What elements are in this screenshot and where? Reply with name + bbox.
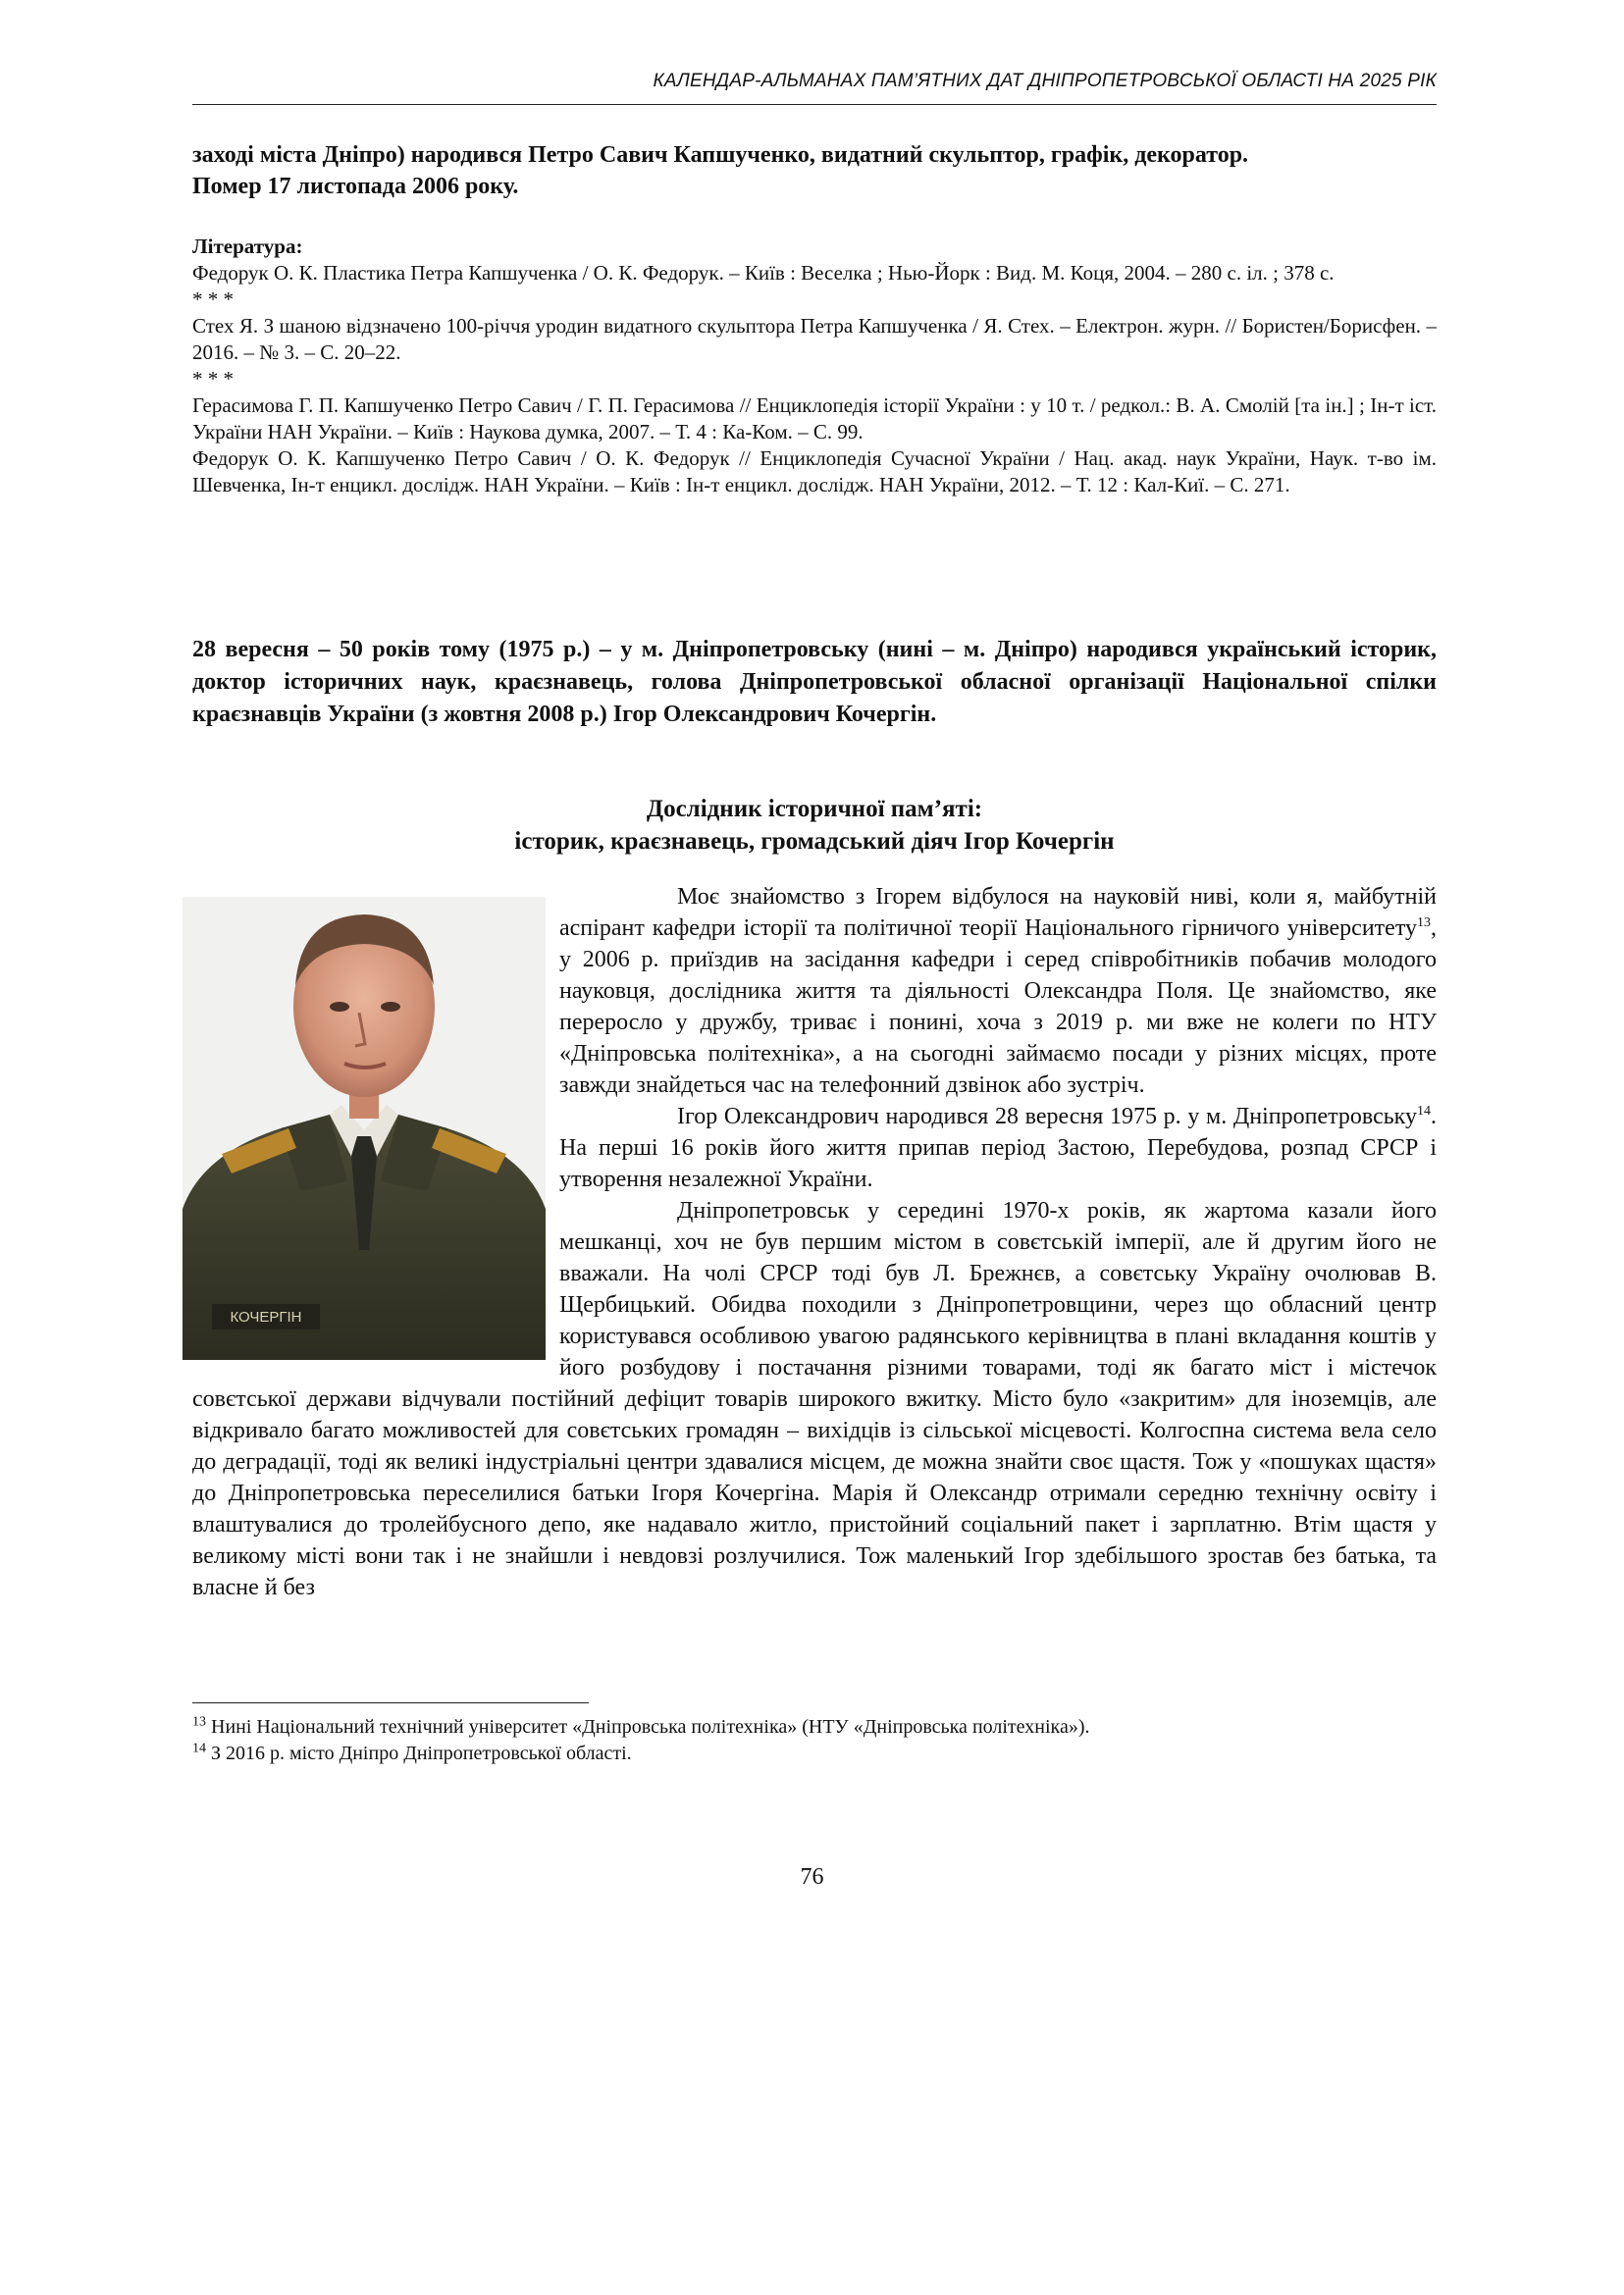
portrait-photo	[183, 897, 546, 1360]
article-title-line-1: Дослідник історичної пам’яті:	[646, 796, 983, 822]
literature-separator: * * *	[192, 367, 234, 391]
article-paragraph-1: Моє знайомство з Ігорем відбулося на науковій ниві, коли я, майбутній аспірант кафедри історії та політичної теорії Національного гірничого університету$^{13}$, у 2006 р. приїздив на засідання кафедри і серед співробітників побачив молодого науковця, дослідника життя та діяльності Олександра Поля. Це знайомство, яке переросло у дружбу, триває і понині, хоча з 2019 р. ми вже не колеги по НТУ «Дніпровська політехніка», а на сьогодні займаємо посади у різних місцях, проте завжди знайдеться час на телефонний дзвінок або зустріч.	[559, 884, 1437, 1098]
footnote-ref-14: 14	[1417, 1104, 1431, 1119]
literature-entry: Федорук О. К. Капшученко Петро Савич / О. К. Федорук // Енциклопедія Сучасної України / Нац. акад. наук України, Наук. т-во ім. Шевченка, Ін-т енцикл. дослідж. НАН України. – Київ : Ін-т енцикл. дослідж. НАН України, 2012. – Т. 12 : Кал-Киї. – С. 271.	[192, 446, 1437, 496]
footnote-ref-13: 13	[1417, 915, 1431, 930]
intro-paragraph	[192, 139, 1437, 202]
footnotes	[192, 1714, 1437, 1767]
literature-entry: Герасимова Г. П. Капшученко Петро Савич / Г. П. Герасимова // Енциклопедія історії України : у 10 т. / редкол.: В. А. Смолій [та ін.] ; Ін-т іст. України НАН України. – Київ : Наукова думка, 2007. – Т. 4 : Ка-Ком. – С. 99.	[192, 393, 1437, 443]
article-title	[192, 793, 1437, 858]
literature-separator: * * *	[192, 287, 234, 311]
intro-line-1: заході міста Дніпро) народився Петро Савич Капшученко, видатний скульптор, графік, декоратор.	[192, 142, 1249, 168]
name-badge: КОЧЕРГІН	[230, 1309, 302, 1326]
article-body	[192, 881, 1437, 1603]
running-header: КАЛЕНДАР-АЛЬМАНАХ ПАМ’ЯТНИХ ДАТ ДНІПРОПЕТРОВСЬКОЇ ОБЛАСТІ НА 2025 РІК	[653, 71, 1437, 91]
article-title-line-2: історик, краєзнавець, громадський діяч Ігор Кочергін	[514, 828, 1115, 855]
article-paragraph-2: Ігор Олександрович народився 28 вересня 1975 р. у м. Дніпропетровську$^{14}$. На перші 16 років його життя припав період Застою, Перебудова, розпад СРСР і утворення незалежної України.	[559, 1104, 1437, 1192]
event-announcement: 28 вересня – 50 років тому (1975 р.) – у м. Дніпропетровську (нині – м. Дніпро) народився український історик, доктор історичних наук, краєзнавець, голова Дніпропетровської обласної організації Національної спілки краєзнавців України (з жовтня 2008 р.) Ігор Олександрович Кочергін.	[192, 637, 1437, 727]
footnote-14: $^{14}$ З 2016 р. місто Дніпро Дніпропетровської області.	[192, 1741, 632, 1764]
header-rule	[192, 104, 1437, 105]
literature-section	[192, 234, 1437, 498]
article-paragraph-3: Дніпропетровськ у середині 1970-х років, як жартома казали його мешканці, хоч не був першим містом в совєтській імперії, але й другим його не вважали. На чолі СРСР тоді був Л. Брежнєв, а совєтську Україну очолював В. Щербицький. Обидва походили з Дніпропетровщини, через що обласний центр користувався особливою увагою радянського керівництва в плані вкладання коштів у його розбудову і постачання різними товарами, тоді як багато міст і містечок совєтської держави відчували постійний дефіцит товарів широкого вжитку. Місто було «закритим» для іноземців, але відкривало багато можливостей для совєтських громадян – вихідців із сільської місцевості. Колгоспна система вела село до деградації, тоді як великі індустріальні центри здавалися місцем, де можна знайти своє щастя. Тож у «пошуках щастя» до Дніпропетровська переселилися батьки Ігоря Кочергіна. Марія й Олександр отримали середню технічну освіту і влаштувалися до тролейбусного депо, яке надавало житло, пристойний соціальний пакет і зарплатню. Втім щастя у великому місті вони так і не знайшли і невдовзі розлучилися. Тож маленький Ігор здебільшого зростав без батька, та власне й без	[192, 1198, 1437, 1600]
intro-line-2: Помер 17 листопада 2006 року.	[192, 174, 519, 199]
portrait-illustration	[183, 897, 546, 1360]
literature-entry: Федорук О. К. Пластика Петра Капшученка / О. К. Федорук. – Київ : Веселка ; Нью-Йорк : Вид. М. Коця, 2004. – 280 с. іл. ; 378 с.	[192, 261, 1335, 285]
footnote-13: $^{13}$ Нині Національний технічний університет «Дніпровська політехніка» (НТУ «Дніпровська політехніка»).	[192, 1714, 1090, 1738]
page-number: 76	[800, 1864, 824, 1890]
literature-entry: Стех Я. З шаною відзначено 100-річчя уродин видатного скульптора Петра Капшученка / Я. Стех. – Електрон. журн. // Бористен/Борисфен. – 2016. – № 3. – С. 20–22.	[192, 314, 1437, 364]
footnote-rule	[192, 1702, 589, 1703]
literature-title: Література:	[192, 235, 303, 258]
